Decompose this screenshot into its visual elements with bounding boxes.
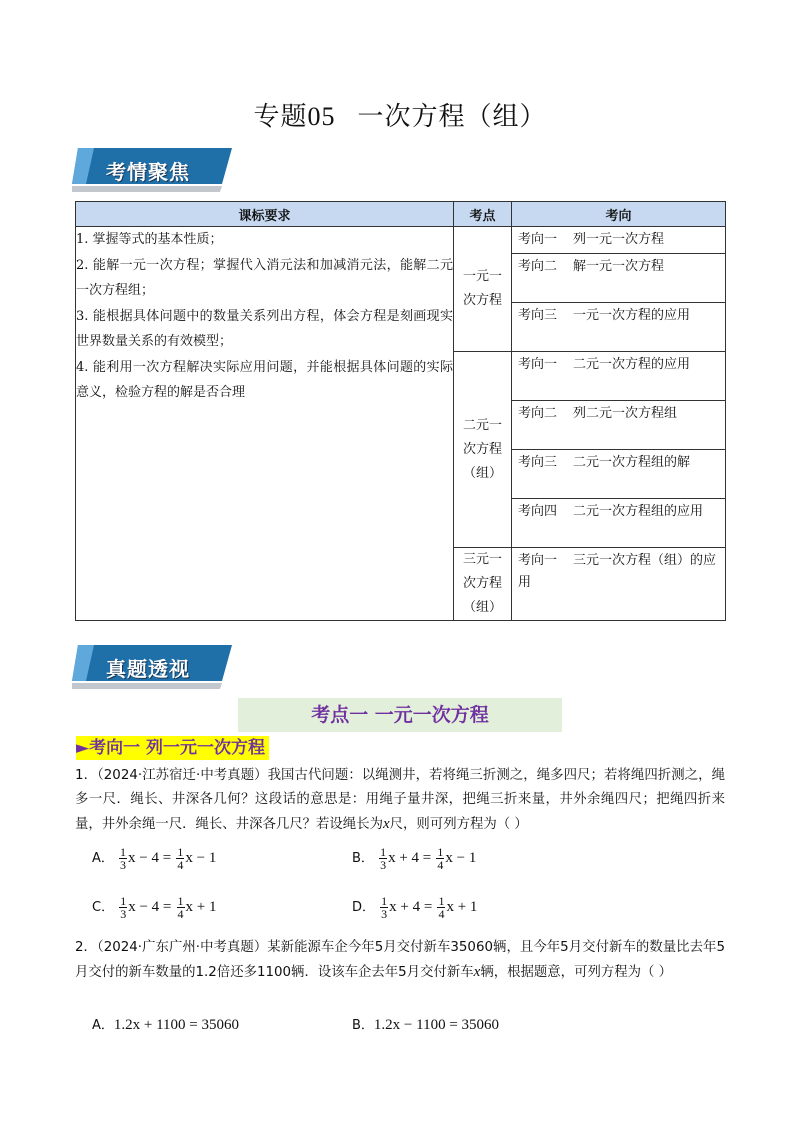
kaoxiang-2-3: 考向三 二元一次方程组的解 bbox=[512, 450, 726, 499]
q2-option-a[interactable]: A．1.2x + 1100 = 35060 bbox=[92, 1017, 240, 1033]
kaoxiang-2-2: 考向二 列二元一次方程组 bbox=[512, 401, 726, 450]
question-2-tail: 辆，根据题意，可列方程为（ ） bbox=[480, 965, 673, 980]
banner-kaoqing bbox=[72, 148, 232, 192]
requirement-2: 2. 能解一元一次方程；掌握代入消元法和加减消元法，能解二元一次方程组； bbox=[76, 257, 453, 298]
kaoxiang-1-2: 考向二 解一元一次方程 bbox=[512, 254, 726, 303]
title-number: 05 bbox=[307, 102, 336, 131]
header-kebiao: 课标要求 bbox=[76, 202, 454, 227]
header-kaodian: 考点 bbox=[454, 202, 512, 227]
requirements-cell bbox=[76, 227, 454, 621]
requirement-3: 3. 能根据具体问题中的数量关系列出方程，体会方程是刻画现实世界数量关系的有效模型； bbox=[76, 308, 453, 349]
banner-zhenti-text: 真题透视 bbox=[106, 657, 190, 681]
kaoxiang-1-1: 考向一 列一元一次方程 bbox=[512, 227, 726, 254]
kaoxiang-2-4: 考向四 二元一次方程组的应用 bbox=[512, 499, 726, 548]
banner-kaoqing-text: 考情聚焦 bbox=[106, 160, 190, 184]
title-main: 一次方程（组） bbox=[357, 102, 547, 132]
kaodian-3: 三元一次方程（组） bbox=[454, 548, 512, 621]
kaodian-heading: 考点一 一元一次方程 bbox=[238, 698, 562, 732]
requirement-1: 1. 掌握等式的基本性质； bbox=[76, 232, 223, 247]
q1-option-c[interactable]: C． $\frac{1}{3}$ x − 4 = $\frac{1}{4}$ x + 1 bbox=[92, 894, 217, 921]
q1-option-b[interactable]: B． $\frac{1}{3}$ x + 4 = $\frac{1}{4}$ x − 1 bbox=[352, 845, 477, 872]
kaoxiang-heading: ►考向一 列一元一次方程 bbox=[76, 736, 269, 760]
kaodian-1: 一元一次方程 bbox=[454, 227, 512, 352]
kaoxiang-3-1: 考向一 三元一次方程（组）的应用 bbox=[512, 548, 726, 621]
question-2-var: x bbox=[473, 964, 481, 980]
kaoxiang-1-3: 考向三 一元一次方程的应用 bbox=[512, 303, 726, 352]
q1-option-d[interactable]: D． $\frac{1}{3}$ x + 4 = $\frac{1}{4}$ x + 1 bbox=[352, 894, 478, 921]
question-1-text: 1．（2024·江苏宿迁·中考真题）我国古代问题：以绳测井，若将绳三折测之，绳多四尺；若将绳四折测之，绳多一尺．绳长、井深各几何？这段话的意思是：用绳子量井深，把绳三折来量，井外余绳四尺；把绳四折来量，井外余绳一尺．绳长、井深各几尺？若设绳长为 bbox=[75, 768, 725, 832]
question-2-text: 2．（2024·广东广州·中考真题）某新能源车企今年5月交付新车35060辆，且今年5月交付新车的数量比去年5月交付的新车数量的1.2倍还多1100辆．设该车企去年5月交付新车 bbox=[75, 940, 725, 980]
q2-option-b[interactable]: B．1.2x − 1100 = 35060 bbox=[352, 1017, 500, 1033]
question-1-tail: 尺，则可列方程为（ ） bbox=[389, 817, 528, 832]
kaodian-2: 二元一次方程（组） bbox=[454, 352, 512, 548]
q1-option-a[interactable]: A． $\frac{1}{3}$ x − 4 = $\frac{1}{4}$ x − 1 bbox=[92, 845, 217, 872]
requirements-table bbox=[75, 201, 726, 621]
page-title bbox=[0, 96, 800, 133]
requirement-4: 4. 能利用一次方程解决实际应用问题，并能根据具体问题的实际意义，检验方程的解是否合理 bbox=[76, 359, 453, 400]
question-1 bbox=[75, 764, 725, 837]
question-2 bbox=[75, 936, 725, 985]
question-1-var: x bbox=[382, 816, 390, 832]
title-prefix: 专题 bbox=[253, 102, 308, 132]
header-kaoxiang: 考向 bbox=[512, 202, 726, 227]
kaoxiang-2-1: 考向一 二元一次方程的应用 bbox=[512, 352, 726, 401]
banner-zhenti bbox=[72, 645, 232, 689]
